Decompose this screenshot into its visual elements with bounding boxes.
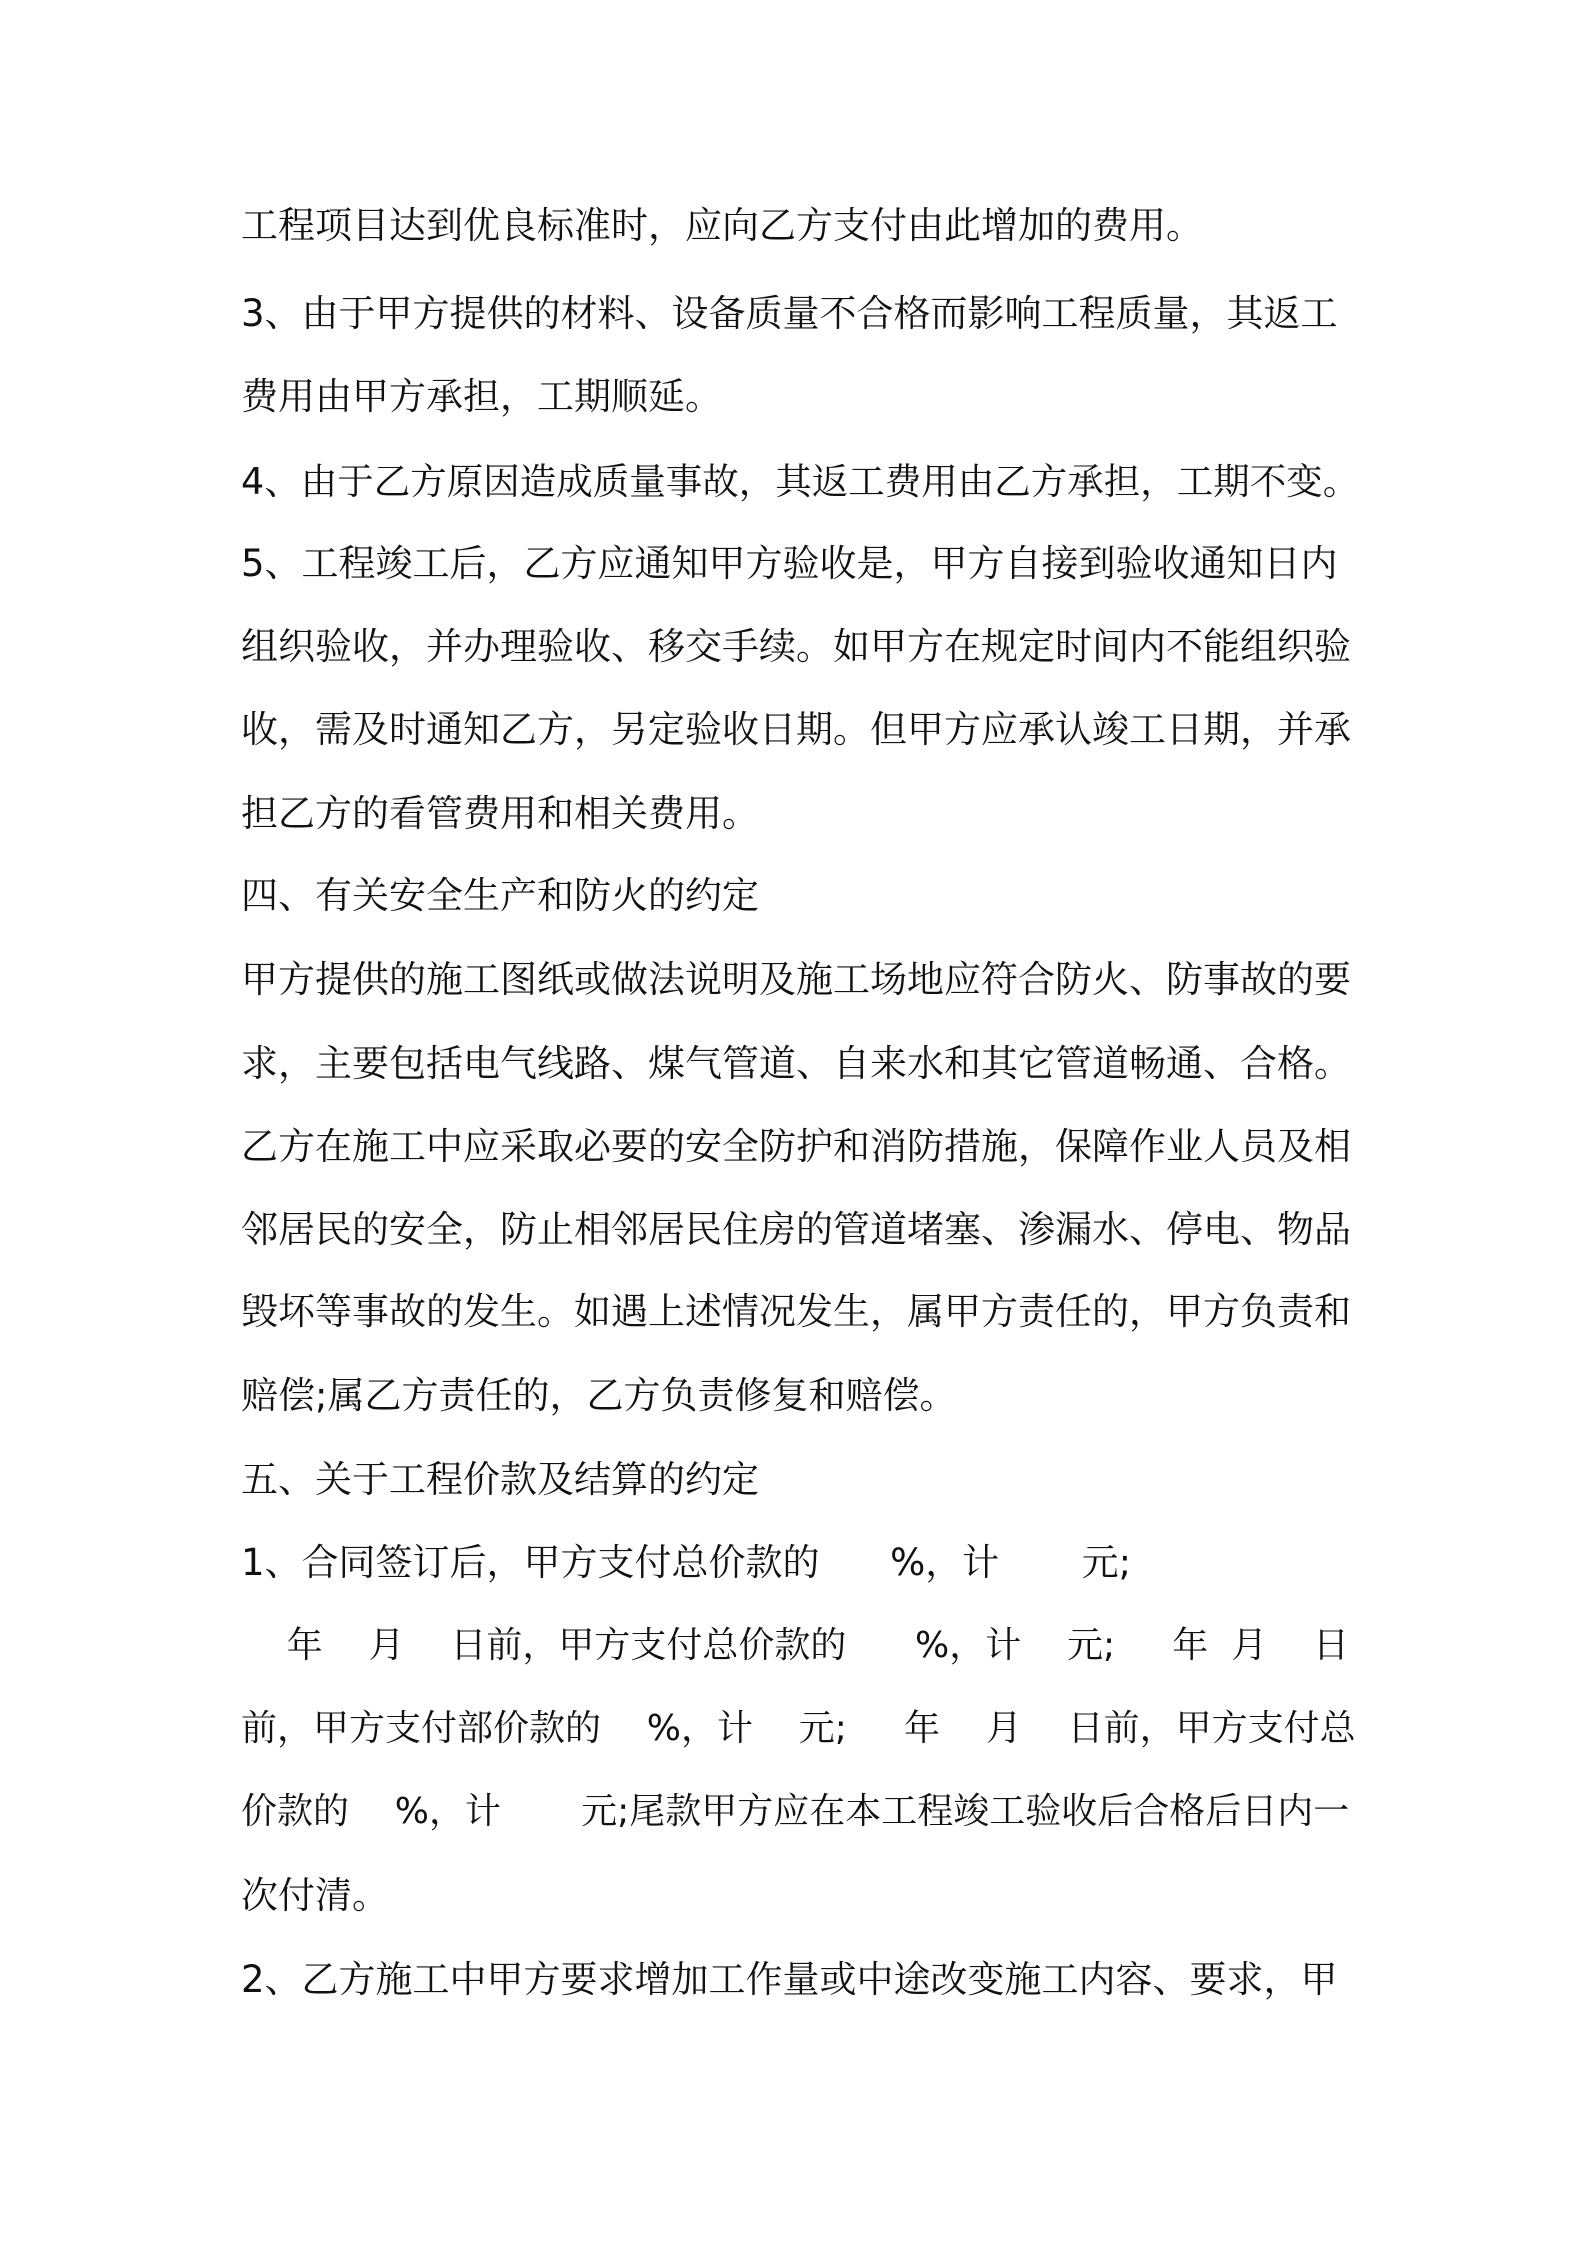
text-line: 甲方提供的施工图纸或做法说明及施工场地应符合防火、防事故的要 xyxy=(241,958,1351,1001)
text-line: 1、合同签订后，甲方支付总价款的 %，计 元; xyxy=(241,1541,1132,1584)
section-heading: 四、有关安全生产和防火的约定 xyxy=(241,874,759,917)
text-line: 工程项目达到优良标准时，应向乙方支付由此增加的费用。 xyxy=(241,204,1203,247)
text-line: 5、工程竣工后，乙方应通知甲方验收是，甲方自接到验收通知日内 xyxy=(241,542,1338,585)
text-line: 赔偿;属乙方责任的，乙方负责修复和赔偿。 xyxy=(241,1374,957,1417)
text-line: 乙方在施工中应采取必要的安全防护和消防措施，保障作业人员及相 xyxy=(241,1125,1351,1168)
text-line: 年 月 日前，甲方支付总价款的 %，计 元; 年 月 日 xyxy=(241,1625,1349,1666)
text-line: 邻居民的安全，防止相邻居民住房的管道堵塞、渗漏水、停电、物品 xyxy=(241,1208,1351,1251)
text-line: 组织验收，并办理验收、移交手续。如甲方在规定时间内不能组织验 xyxy=(241,625,1351,668)
text-line: 求，主要包括电气线路、煤气管道、自来水和其它管道畅通、合格。 xyxy=(241,1042,1351,1085)
text-line: 价款的 %，计 元;尾款甲方应在本工程竣工验收后合格后日内一 xyxy=(241,1791,1350,1832)
text-line: 收，需及时通知乙方，另定验收日期。但甲方应承认竣工日期，并承 xyxy=(241,708,1351,751)
text-line: 毁坏等事故的发生。如遇上述情况发生，属甲方责任的，甲方负责和 xyxy=(241,1290,1351,1333)
section-heading: 五、关于工程价款及结算的约定 xyxy=(241,1458,759,1501)
text-line: 3、由于甲方提供的材料、设备质量不合格而影响工程质量，其返工 xyxy=(241,292,1338,335)
text-line: 次付清。 xyxy=(241,1874,389,1917)
text-line: 费用由甲方承担，工期顺延。 xyxy=(241,375,722,418)
text-line: 前，甲方支付部价款的 %，计 元; 年 月 日前，甲方支付总 xyxy=(241,1708,1356,1749)
text-line: 担乙方的看管费用和相关费用。 xyxy=(241,792,759,835)
text-line: 4、由于乙方原因造成质量事故，其返工费用由乙方承担，工期不变。 xyxy=(241,460,1360,503)
text-line: 2、乙方施工中甲方要求增加工作量或中途改变施工内容、要求，甲 xyxy=(241,1958,1338,2001)
